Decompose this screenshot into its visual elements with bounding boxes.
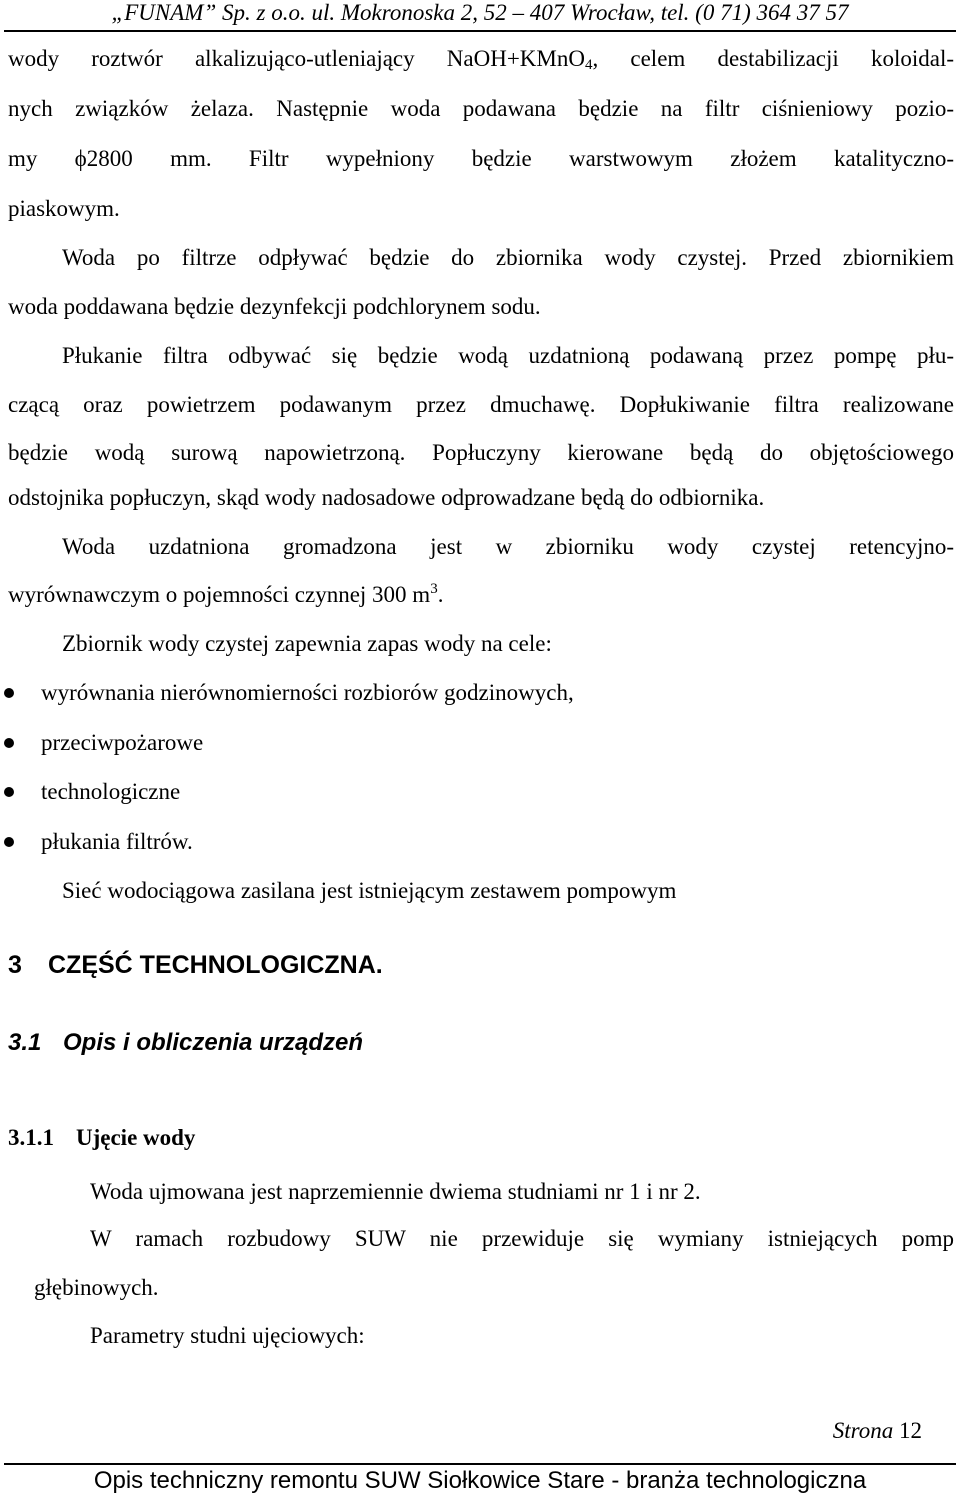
bullet-icon	[4, 738, 14, 748]
paragraph-line: piaskowym.	[8, 196, 120, 221]
paragraph-line: Płukanie filtra odbywać się będzie wodą uzdatnioną podawaną przez pompę płu-	[62, 343, 954, 368]
paragraph-line: woda poddawana będzie dezynfekcji podchlorynem sodu.	[8, 294, 541, 319]
paragraph-line: Woda uzdatniona gromadzona jest w zbiorniku wody czystej retencyjno-	[62, 534, 954, 559]
page-number: Strona 12	[832, 1418, 922, 1443]
paragraph-line: Woda po filtrze odpływać będzie do zbiornika wody czystej. Przed zbiornikiem	[62, 245, 954, 270]
paragraph-line: nych związków żelaza. Następnie woda podawana będzie na filtr ciśnieniowy pozio-	[8, 96, 954, 121]
paragraph-line: Parametry studni ujęciowych:	[90, 1323, 365, 1348]
section-heading: 3 CZĘŚĆ TECHNOLOGICZNA.	[8, 951, 383, 979]
bullet-icon	[4, 837, 14, 847]
page-header: „FUNAM” Sp. z o.o. ul. Mokronoska 2, 52 – 407 Wrocław, tel. (0 71) 364 37 57	[111, 0, 849, 25]
bullet-icon	[4, 787, 14, 797]
paragraph-line: Zbiornik wody czystej zapewnia zapas wody na cele:	[62, 631, 552, 656]
footer-rule	[4, 1463, 956, 1465]
paragraph-line: Sieć wodociągowa zasilana jest istniejącym zestawem pompowym	[62, 878, 677, 903]
paragraph-line: W ramach rozbudowy SUW nie przewiduje się wymiany istniejących pomp	[90, 1226, 954, 1251]
paragraph-line: odstojnika popłuczyn, skąd wody nadosadowe odprowadzane będą do odbiornika.	[8, 485, 765, 510]
paragraph-line: głębinowych.	[34, 1275, 159, 1300]
bullet-icon	[4, 688, 14, 698]
superscript: 3	[430, 581, 438, 597]
paragraph-line: wody roztwór alkalizująco-utleniający NaOH+KMnO$_4$, celem destabilizacji koloidal-	[8, 46, 954, 73]
paragraph-line: będzie wodą surową napowietrzoną. Popłuczyny kierowane będą do objętościowego	[8, 440, 954, 465]
subsection-heading: 3.1 Opis i obliczenia urządzeń	[8, 1029, 364, 1056]
page-footer: Opis techniczny remontu SUW Siołkowice Stare - branża technologiczna	[93, 1467, 867, 1494]
paragraph-line: Woda ujmowana jest naprzemiennie dwiema studniami nr 1 i nr 2.	[90, 1179, 701, 1204]
subscript: 4	[584, 57, 593, 73]
paragraph-line: wyrównawczym o pojemności czynnej 300 $m^3$.	[8, 581, 444, 607]
header-rule	[4, 30, 956, 32]
paragraph-line: my ϕ2800 mm. Filtr wypełniony będzie warstwowym złożem katalityczno-	[8, 146, 954, 171]
paragraph-line: czącą oraz powietrzem podawanym przez dmuchawę. Dopłukiwanie filtra realizowane	[8, 392, 954, 417]
subsubsection-heading: 3.1.1 Ujęcie wody	[8, 1125, 196, 1150]
